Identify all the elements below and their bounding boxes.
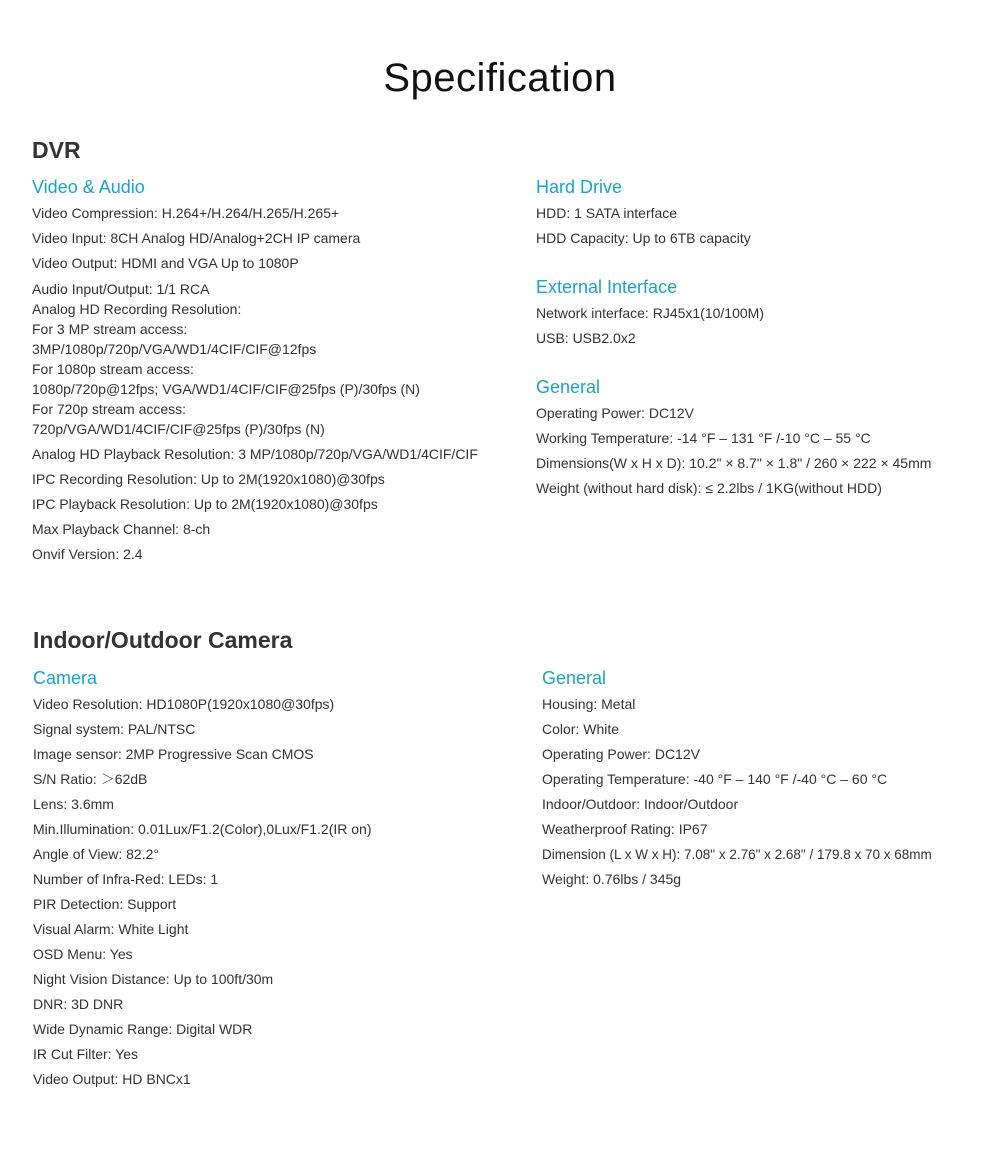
spec-line: OSD Menu: Yes bbox=[33, 946, 133, 962]
spec-line: Weatherproof Rating: IP67 bbox=[542, 821, 708, 837]
spec-line: IPC Recording Resolution: Up to 2M(1920x1080)@30fps bbox=[32, 471, 385, 487]
spec-line: Analog HD Playback Resolution: 3 MP/1080p/720p/VGA/WD1/4CIF/CIF bbox=[32, 446, 478, 462]
spec-line: Wide Dynamic Range: Digital WDR bbox=[33, 1021, 253, 1037]
spec-line: Lens: 3.6mm bbox=[33, 796, 114, 812]
page-title: Specification bbox=[383, 56, 617, 100]
spec-line: Weight (without hard disk): ≤ 2.2lbs / 1KG(without HDD) bbox=[536, 480, 882, 496]
spec-line: IPC Playback Resolution: Up to 2M(1920x1080)@30fps bbox=[32, 496, 378, 512]
spec-line: Dimensions(W x H x D): 10.2" × 8.7" × 1.8" / 260 × 222 × 45mm bbox=[536, 455, 932, 471]
spec-line: Video Resolution: HD1080P(1920x1080@30fps) bbox=[33, 696, 335, 712]
spec-line: Weight: 0.76lbs / 345g bbox=[542, 871, 682, 887]
spec-line: Analog HD Recording Resolution: bbox=[32, 301, 242, 317]
dvr-video-audio-block bbox=[32, 174, 502, 567]
spec-line: Housing: Metal bbox=[542, 696, 636, 712]
spec-line: Operating Power: DC12V bbox=[536, 405, 694, 421]
camera-heading: Indoor/Outdoor Camera bbox=[33, 627, 293, 653]
spec-line: Video Output: HD BNCx1 bbox=[33, 1071, 191, 1087]
spec-line: Video Compression: H.264+/H.264/H.265/H.265+ bbox=[32, 205, 340, 221]
spec-line: Operating Power: DC12V bbox=[542, 746, 700, 762]
spec-line: Color: White bbox=[542, 721, 620, 737]
spec-line: Night Vision Distance: Up to 100ft/30m bbox=[33, 971, 274, 987]
dvr-general-subheading: General bbox=[536, 377, 601, 397]
spec-line: 3MP/1080p/720p/VGA/WD1/4CIF/CIF@12fps bbox=[32, 341, 317, 357]
spec-line: HDD Capacity: Up to 6TB capacity bbox=[536, 230, 751, 246]
spec-line: For 1080p stream access: bbox=[32, 361, 194, 377]
camera-subheading: Camera bbox=[33, 668, 98, 688]
spec-line: S/N Ratio: ＞62dB bbox=[33, 771, 148, 787]
spec-line: Number of Infra-Red: LEDs: 1 bbox=[33, 871, 219, 887]
spec-line: Indoor/Outdoor: Indoor/Outdoor bbox=[542, 796, 739, 812]
spec-line: Signal system: PAL/NTSC bbox=[33, 721, 196, 737]
spec-line: Min.Illumination: 0.01Lux/F1.2(Color),0Lux/F1.2(IR on) bbox=[33, 821, 372, 837]
spec-line: For 3 MP stream access: bbox=[32, 321, 188, 337]
camera-block bbox=[33, 665, 513, 1092]
spec-line: HDD: 1 SATA interface bbox=[536, 205, 678, 221]
spec-line: PIR Detection: Support bbox=[33, 896, 177, 912]
spec-line: For 720p stream access: bbox=[32, 401, 187, 417]
spec-line: Onvif Version: 2.4 bbox=[32, 546, 143, 562]
external-interface-subheading: External Interface bbox=[536, 277, 678, 297]
camera-general-block bbox=[542, 665, 992, 892]
video-audio-subheading: Video & Audio bbox=[32, 177, 145, 197]
spec-line: Visual Alarm: White Light bbox=[33, 921, 189, 937]
spec-line: Dimension (L x W x H): 7.08" x 2.76" x 2.68" / 179.8 x 70 x 68mm bbox=[542, 847, 932, 862]
spec-line: DNR: 3D DNR bbox=[33, 996, 124, 1012]
spec-line: IR Cut Filter: Yes bbox=[33, 1046, 139, 1062]
spec-line: Max Playback Channel: 8-ch bbox=[32, 521, 211, 537]
spec-line: Video Input: 8CH Analog HD/Analog+2CH IP camera bbox=[32, 230, 361, 246]
spec-line: Audio Input/Output: 1/1 RCA bbox=[32, 281, 210, 297]
dvr-right-column bbox=[536, 174, 976, 501]
spec-line: Network interface: RJ45x1(10/100M) bbox=[536, 305, 764, 321]
spec-line: USB: USB2.0x2 bbox=[536, 330, 636, 346]
spec-line: Working Temperature: -14 °F – 131 °F /-10 °C – 55 °C bbox=[536, 430, 871, 446]
spec-line: Angle of View: 82.2° bbox=[33, 846, 159, 862]
spec-line: 1080p/720p@12fps; VGA/WD1/4CIF/CIF@25fps (P)/30fps (N) bbox=[32, 381, 420, 397]
camera-general-subheading: General bbox=[542, 668, 607, 688]
hard-drive-subheading: Hard Drive bbox=[536, 177, 623, 197]
dvr-heading: DVR bbox=[32, 137, 81, 163]
spec-line: 720p/VGA/WD1/4CIF/CIF@25fps (P)/30fps (N) bbox=[32, 421, 325, 437]
spec-line: Image sensor: 2MP Progressive Scan CMOS bbox=[33, 746, 314, 762]
spec-line: Video Output: HDMI and VGA Up to 1080P bbox=[32, 255, 299, 271]
spec-line: Operating Temperature: -40 °F – 140 °F /-40 °C – 60 °C bbox=[542, 771, 888, 787]
